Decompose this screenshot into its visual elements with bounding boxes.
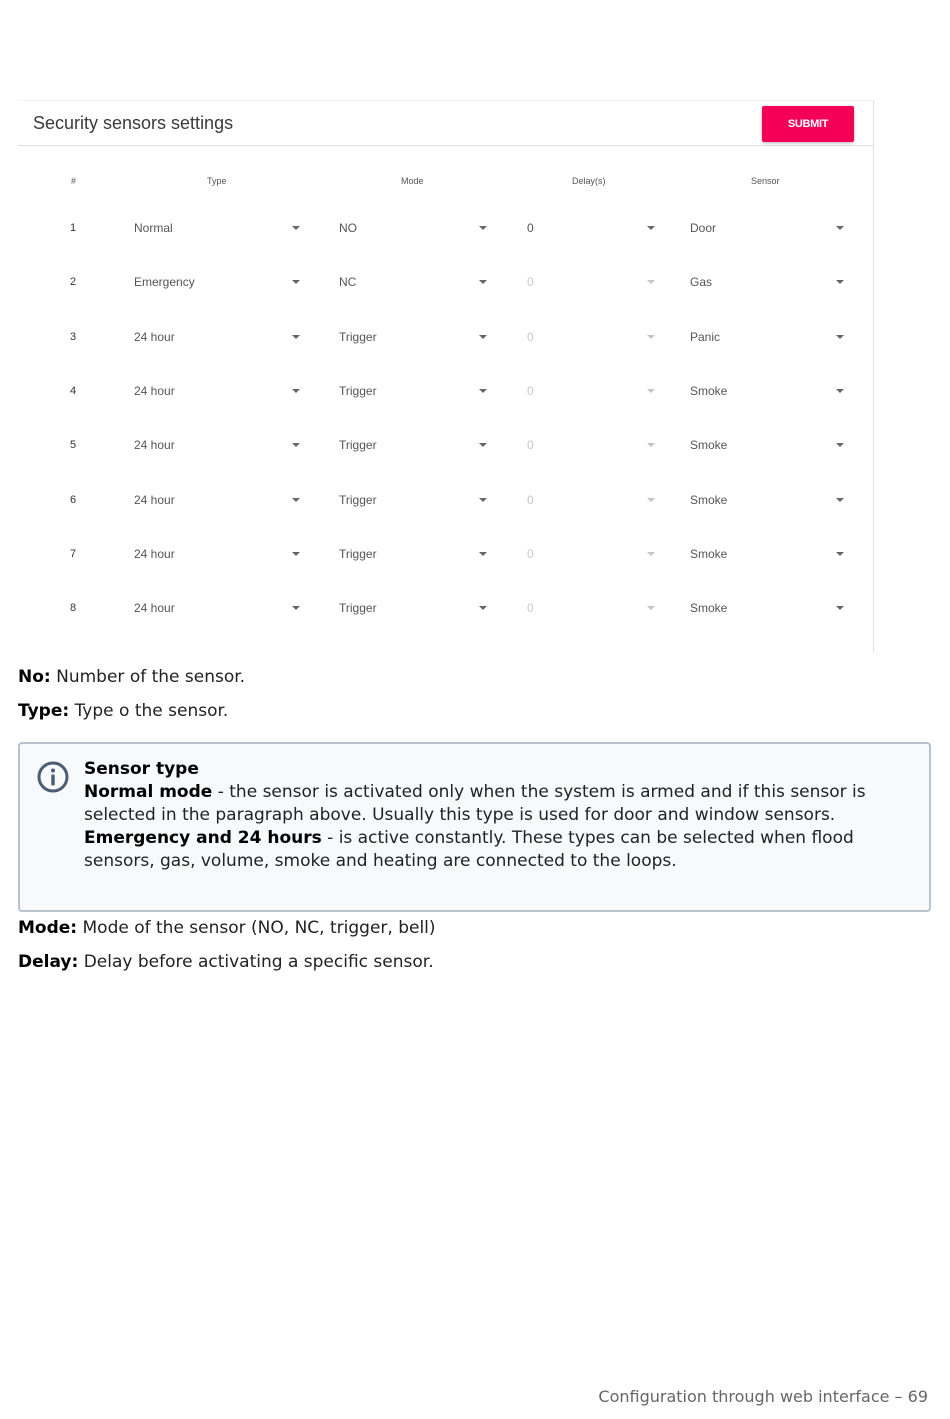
delay-select-value: 0 — [527, 329, 534, 344]
type-select[interactable] — [134, 546, 300, 566]
emergency-label: Emergency and 24 hours — [84, 828, 322, 848]
mode-select-value: Trigger — [339, 383, 377, 398]
mode-select[interactable] — [339, 546, 487, 566]
caret-down-icon[interactable] — [647, 226, 655, 230]
caret-down-icon[interactable] — [836, 389, 844, 393]
sensor-select-value: Smoke — [690, 438, 728, 453]
row-number: 1 — [70, 222, 77, 234]
delay-select — [527, 329, 655, 349]
row-number: 3 — [70, 330, 77, 343]
no-label: No: — [18, 667, 51, 687]
caret-down-icon[interactable] — [836, 335, 844, 339]
delay-select-value: 0 — [527, 383, 534, 398]
delay-select — [527, 437, 655, 457]
delay-select-value: 0 — [527, 601, 534, 616]
page-footer: Configuration through web interface – 69 — [598, 1387, 928, 1406]
caret-down-icon[interactable] — [292, 552, 300, 556]
mode-select-value: NC — [339, 275, 357, 290]
normal-mode-label: Normal mode — [84, 782, 213, 802]
caret-down-icon[interactable] — [479, 443, 487, 447]
sensor-select-value: Door — [690, 221, 717, 235]
row-number: 7 — [70, 547, 77, 560]
type-select-value: 24 hour — [134, 329, 175, 344]
sensor-select-value: Gas — [690, 275, 713, 290]
sensor-type-note — [18, 742, 931, 912]
info-icon — [36, 760, 70, 794]
emergency-text: - is active constantly. These types can be selected when flood sensors, gas, volume, smoke and heating are connected to the loops. — [84, 828, 854, 871]
mode-description — [18, 918, 436, 938]
panel-title: Security sensors settings — [33, 113, 234, 133]
caret-down-icon[interactable] — [836, 498, 844, 502]
table-row — [18, 214, 873, 244]
caret-down-icon[interactable] — [479, 498, 487, 502]
type-select[interactable] — [134, 220, 300, 240]
no-text: Number of the sensor. — [50, 667, 246, 687]
caret-down-icon — [647, 606, 655, 610]
type-select-value: Emergency — [134, 275, 195, 290]
delay-select — [527, 546, 655, 566]
caret-down-icon[interactable] — [479, 335, 487, 339]
type-select-value: 24 hour — [134, 492, 175, 507]
sensor-select-value: Smoke — [690, 383, 728, 398]
caret-down-icon — [647, 389, 655, 393]
mode-text: Mode of the sensor (NO, NC, trigger, bell) — [77, 918, 436, 938]
type-select[interactable] — [134, 383, 300, 403]
mode-label: Mode: — [18, 918, 78, 938]
caret-down-icon — [647, 443, 655, 447]
delay-select-value: 0 — [527, 492, 534, 507]
mode-select[interactable] — [339, 492, 487, 512]
row-number: 5 — [70, 439, 77, 452]
row-number: 2 — [70, 276, 77, 289]
caret-down-icon[interactable] — [836, 226, 844, 230]
type-select[interactable] — [134, 437, 300, 457]
type-text: Type o the sensor. — [69, 701, 229, 721]
note-emergency-paragraph — [84, 827, 920, 873]
sensor-select-value: Panic — [690, 329, 721, 344]
table-row — [18, 594, 873, 624]
mode-select-value: Trigger — [339, 438, 377, 453]
table-row — [18, 540, 873, 570]
caret-down-icon[interactable] — [836, 606, 844, 610]
row-number: 6 — [70, 493, 77, 506]
type-label: Type: — [18, 701, 70, 721]
delay-text: Delay before activating a specific sensor. — [78, 952, 434, 972]
panel-header — [18, 100, 873, 146]
sensor-select[interactable] — [690, 492, 844, 512]
type-select[interactable] — [134, 492, 300, 512]
caret-down-icon[interactable] — [836, 280, 844, 284]
delay-select — [527, 383, 655, 403]
type-select[interactable] — [134, 329, 300, 349]
no-description — [18, 667, 245, 687]
delay-select-value: 0 — [527, 438, 534, 453]
caret-down-icon[interactable] — [836, 443, 844, 447]
delay-select — [527, 600, 655, 620]
type-select-value: Normal — [134, 221, 173, 235]
submit-button[interactable]: SUBMIT — [762, 106, 854, 142]
delay-select — [527, 274, 655, 294]
caret-down-icon[interactable] — [479, 389, 487, 393]
delay-select[interactable] — [527, 220, 655, 240]
caret-down-icon[interactable] — [292, 280, 300, 284]
caret-down-icon[interactable] — [479, 552, 487, 556]
caret-down-icon[interactable] — [292, 389, 300, 393]
delay-label: Delay: — [18, 952, 79, 972]
sensor-select-value: Smoke — [690, 546, 728, 561]
mode-select[interactable] — [339, 600, 487, 620]
mode-select[interactable] — [339, 274, 487, 294]
note-normal-paragraph — [84, 781, 920, 827]
sensor-select-value: Smoke — [690, 492, 728, 507]
normal-mode-text: - the sensor is activated only when the system is armed and if this sensor is selected in the paragraph above. Usually this type is used for door and window sensors. — [84, 782, 866, 825]
caret-down-icon[interactable] — [292, 335, 300, 339]
table-row — [18, 486, 873, 516]
sensor-select[interactable] — [690, 274, 844, 294]
mode-select[interactable] — [339, 437, 487, 457]
mode-select-value: Trigger — [339, 601, 377, 616]
mode-select-value: Trigger — [339, 329, 377, 344]
mode-select[interactable] — [339, 383, 487, 403]
sensor-select[interactable] — [690, 546, 844, 566]
note-title: Sensor type — [84, 759, 199, 779]
caret-down-icon[interactable] — [479, 606, 487, 610]
table-row — [18, 431, 873, 461]
caret-down-icon[interactable] — [292, 498, 300, 502]
security-sensors-panel — [18, 100, 874, 653]
delay-select-value: 0 — [527, 546, 534, 561]
caret-down-icon[interactable] — [479, 280, 487, 284]
column-header-number: # — [71, 176, 77, 186]
sensor-select[interactable] — [690, 220, 844, 240]
type-select-value: 24 hour — [134, 546, 175, 561]
caret-down-icon — [647, 552, 655, 556]
note-body — [84, 758, 920, 873]
table-row — [18, 323, 873, 353]
sensor-select[interactable] — [690, 437, 844, 457]
type-select[interactable] — [134, 600, 300, 620]
delay-select — [527, 492, 655, 512]
caret-down-icon — [647, 280, 655, 284]
column-header-delay: Delay(s) — [572, 176, 606, 186]
sensor-select[interactable] — [690, 329, 844, 349]
caret-down-icon[interactable] — [836, 552, 844, 556]
column-header-type: Type — [207, 176, 227, 186]
sensor-select[interactable] — [690, 383, 844, 403]
column-header-sensor: Sensor — [751, 176, 780, 186]
column-header-mode: Mode — [401, 176, 424, 186]
caret-down-icon[interactable] — [292, 443, 300, 447]
sensor-select-value: Smoke — [690, 601, 728, 616]
row-number: 4 — [70, 384, 77, 397]
delay-select-value: 0 — [527, 221, 534, 235]
type-select-value: 24 hour — [134, 383, 175, 398]
type-select-value: 24 hour — [134, 601, 175, 616]
type-select[interactable] — [134, 274, 300, 294]
row-number: 8 — [70, 602, 77, 615]
sensor-select[interactable] — [690, 600, 844, 620]
caret-down-icon[interactable] — [292, 226, 300, 230]
caret-down-icon[interactable] — [292, 606, 300, 610]
mode-select-value: NO — [339, 221, 357, 235]
caret-down-icon[interactable] — [479, 226, 487, 230]
caret-down-icon — [647, 498, 655, 502]
table-row — [18, 268, 873, 298]
delay-select-value: 0 — [527, 275, 534, 290]
mode-select-value: Trigger — [339, 546, 377, 561]
type-select-value: 24 hour — [134, 438, 175, 453]
mode-select[interactable] — [339, 329, 487, 349]
caret-down-icon — [647, 335, 655, 339]
mode-select[interactable] — [339, 220, 487, 240]
table-row — [18, 377, 873, 407]
mode-select-value: Trigger — [339, 492, 377, 507]
type-description — [18, 701, 228, 721]
delay-description — [18, 952, 434, 972]
